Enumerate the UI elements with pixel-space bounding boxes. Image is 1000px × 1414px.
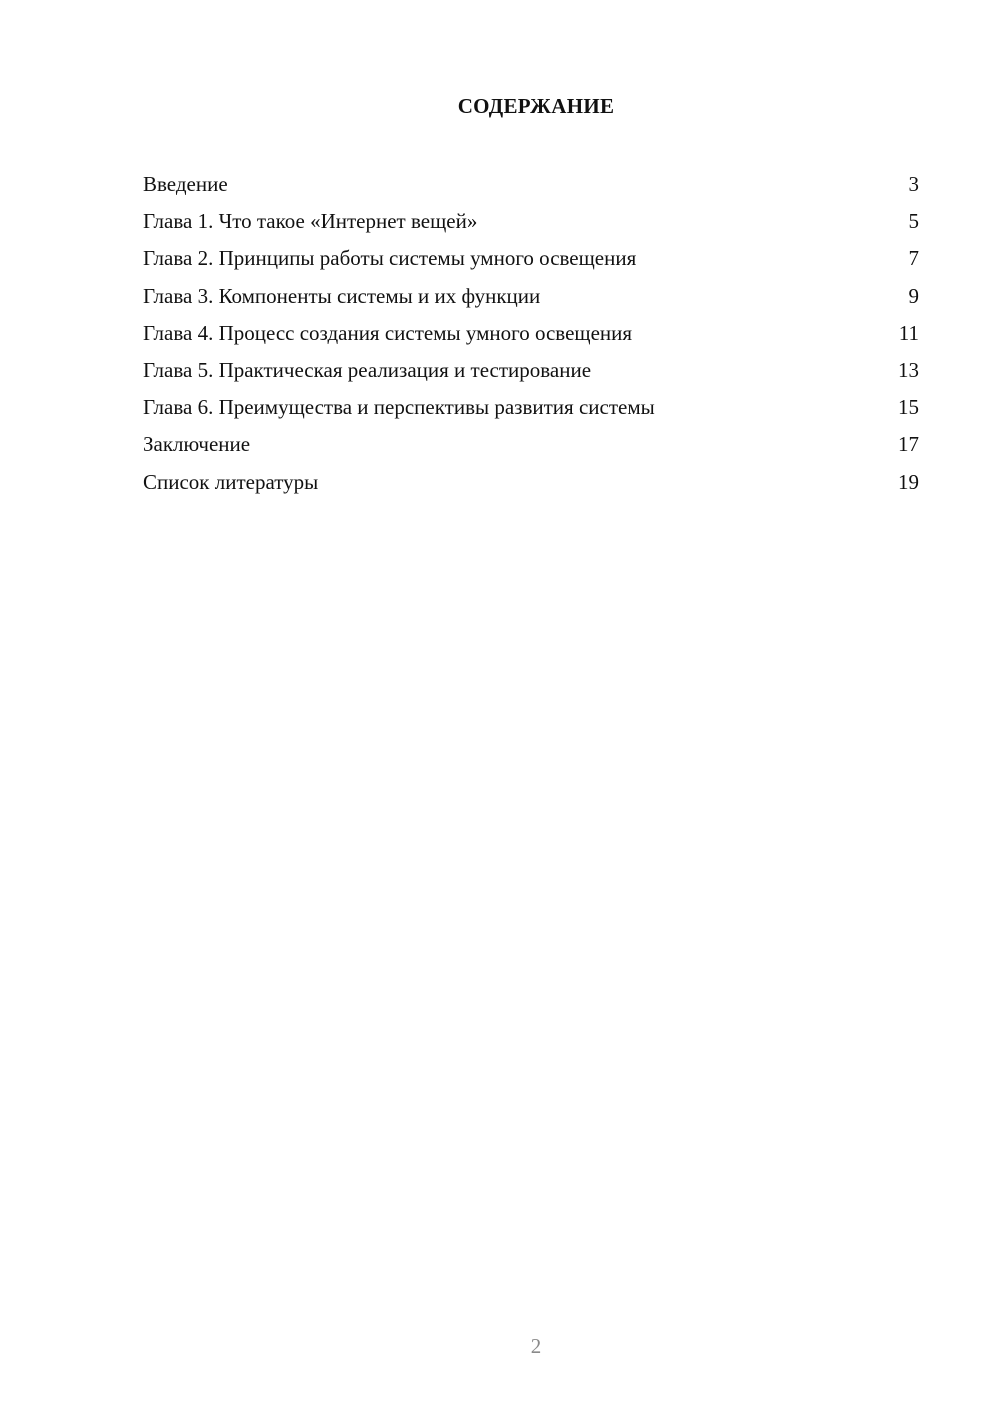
toc-entry-title: Глава 5. Практическая реализация и тестирование <box>143 357 592 382</box>
toc-entry <box>143 168 919 205</box>
toc-entry <box>143 354 919 391</box>
toc-entry-page: 15 <box>898 395 919 420</box>
toc-entry-page: 9 <box>908 283 919 308</box>
toc-entry <box>143 242 919 279</box>
toc-entry <box>143 466 919 503</box>
toc-entry-title: Введение <box>143 172 228 196</box>
toc-entry-page: 13 <box>898 357 919 382</box>
toc-entry-title: Глава 4. Процесс создания системы умного освещения <box>143 320 633 345</box>
table-of-contents <box>143 168 919 503</box>
toc-entry <box>143 317 919 354</box>
toc-entry <box>143 391 919 428</box>
toc-entry-title: Глава 2. Принципы работы системы умного освещения <box>143 246 637 271</box>
toc-entry <box>143 428 919 465</box>
toc-entry-page: 19 <box>898 469 919 494</box>
toc-entry-page: 5 <box>908 209 919 234</box>
toc-entry-page: 3 <box>908 172 919 196</box>
toc-entry-title: Глава 6. Преимущества и перспективы развития системы <box>143 395 655 420</box>
toc-entry-title: Заключение <box>143 432 251 457</box>
toc-entry-page: 17 <box>898 432 919 457</box>
toc-entry-title: Глава 1. Что такое «Интернет вещей» <box>143 209 478 234</box>
toc-entry <box>143 205 919 242</box>
page-number: 2 <box>530 1334 542 1358</box>
toc-entry <box>143 280 919 317</box>
page-title: СОДЕРЖАНИЕ <box>457 94 615 118</box>
toc-entry-title: Список литературы <box>143 469 319 494</box>
toc-entry-page: 7 <box>908 246 919 271</box>
toc-entry-page: 11 <box>898 320 919 345</box>
toc-entry-title: Глава 3. Компоненты системы и их функции <box>143 283 541 308</box>
